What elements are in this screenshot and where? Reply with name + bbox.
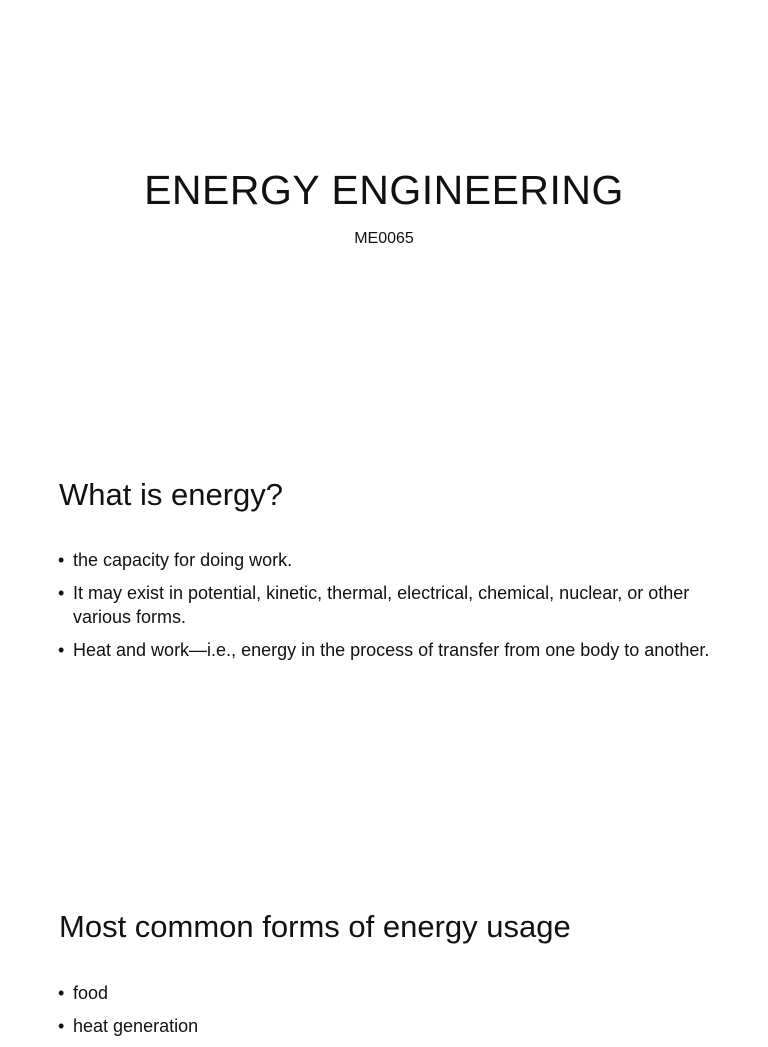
bullet-icon: • — [58, 1016, 65, 1036]
slide-heading: Most common forms of energy usage — [59, 909, 571, 944]
list-item-text: Heat and work—i.e., energy in the process of transfer from one body to another. — [73, 640, 710, 660]
page-title: ENERGY ENGINEERING — [144, 167, 624, 213]
bullet-icon: • — [58, 583, 65, 603]
slide-energy-usage — [0, 864, 768, 1036]
list-item-text: food — [73, 983, 109, 1003]
list-item — [56, 638, 716, 662]
list-item-text: heat generation — [73, 1016, 199, 1036]
title-slide — [0, 0, 768, 432]
slide-heading: What is energy? — [59, 477, 283, 512]
list-item — [56, 981, 716, 1005]
bullet-icon: • — [58, 550, 65, 570]
list-item — [56, 1014, 716, 1038]
list-item-text: the capacity for doing work. — [73, 550, 293, 570]
bullet-list — [56, 981, 716, 1047]
bullet-icon: • — [58, 983, 65, 1003]
bullet-list — [56, 548, 716, 671]
course-code: ME0065 — [354, 230, 414, 247]
slide-what-is-energy — [0, 432, 768, 864]
list-item — [56, 548, 716, 572]
list-item-text: It may exist in potential, kinetic, thermal, electrical, chemical, nuclear, or other various forms. — [73, 583, 690, 627]
bullet-icon: • — [58, 640, 65, 660]
list-item — [56, 581, 716, 629]
